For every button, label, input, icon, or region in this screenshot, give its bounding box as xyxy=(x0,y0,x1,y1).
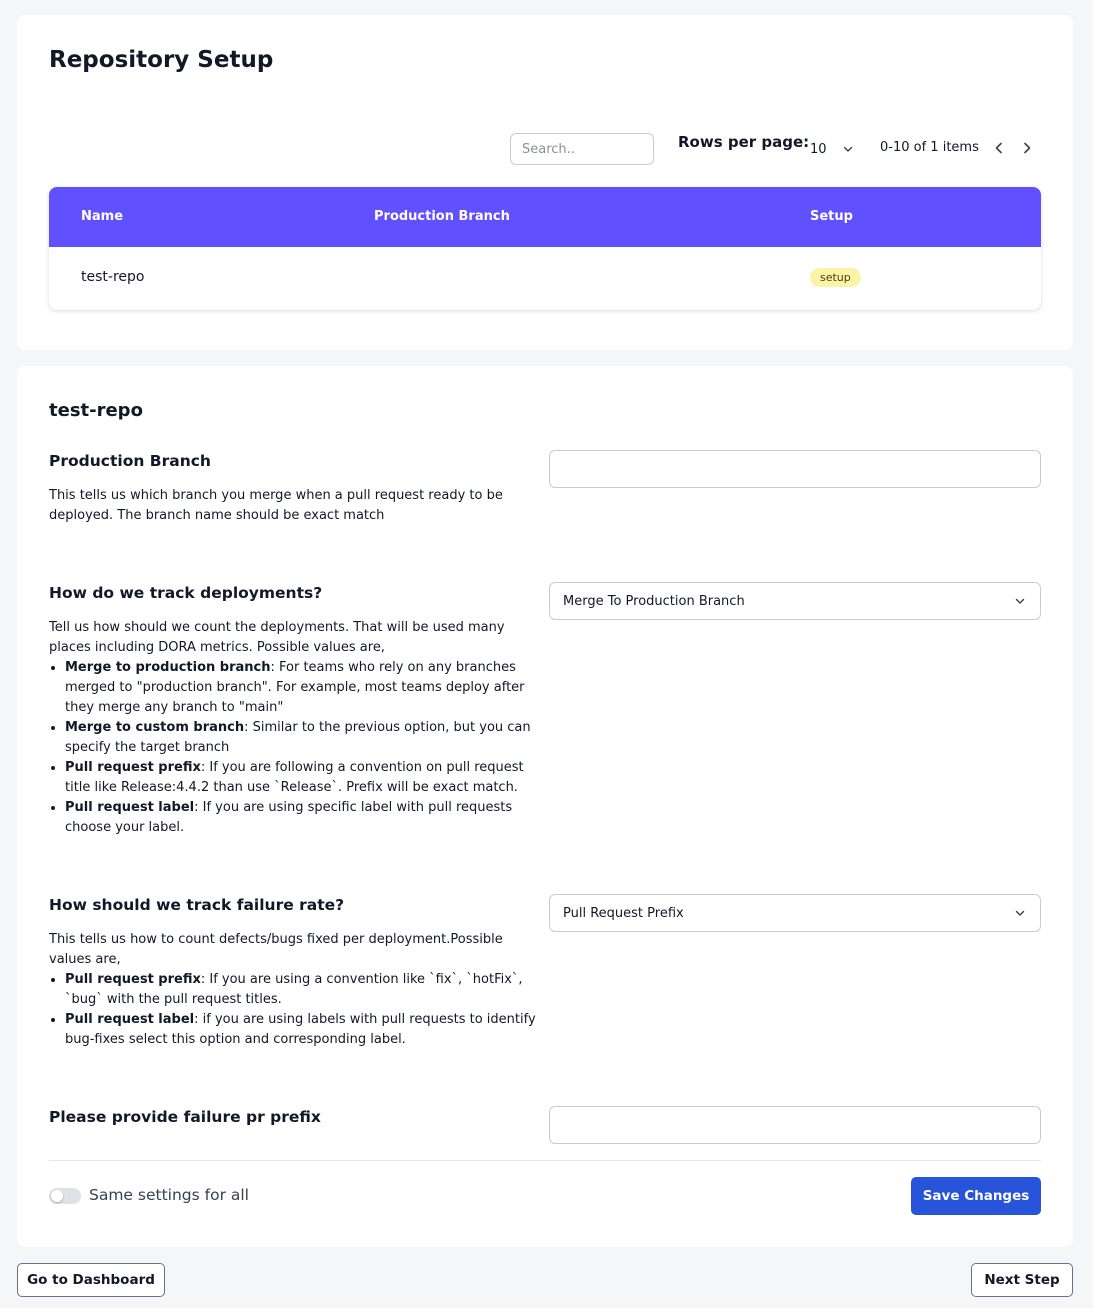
divider xyxy=(49,1160,1041,1161)
list-item xyxy=(65,658,545,718)
rows-per-page-value: 10 xyxy=(810,141,827,157)
previous-page-button[interactable] xyxy=(989,138,1009,158)
failure-rate-heading: How should we track failure rate? xyxy=(49,896,345,914)
page-title: Repository Setup xyxy=(49,47,274,73)
chevron-down-icon xyxy=(842,143,854,155)
option-text: : if you are using labels with pull requests to identify bug-fixes select this option and corresponding label. xyxy=(65,1012,536,1047)
go-to-dashboard-button[interactable]: Go to Dashboard xyxy=(17,1263,165,1297)
failure-rate-options-list xyxy=(49,970,545,1050)
option-term: Pull request label xyxy=(65,800,195,815)
option-text: : If you are following a convention on pull request title like Release:4.4.2 than use `Release`. Prefix will be exact match. xyxy=(65,760,524,795)
deployment-tracking-select[interactable] xyxy=(549,582,1041,620)
option-text: : For teams who rely on any branches merged to "production branch". For example, most teams deploy after they merge any branch to "main" xyxy=(65,660,525,715)
deployments-heading: How do we track deployments? xyxy=(49,584,323,602)
setup-badge[interactable]: setup xyxy=(810,268,861,287)
failure-rate-description xyxy=(49,930,545,1050)
rows-per-page-label: Rows per page: xyxy=(678,133,810,151)
repository-list-card xyxy=(17,15,1073,350)
column-header-setup: Setup xyxy=(810,209,853,224)
repository-settings-card xyxy=(17,366,1073,1247)
save-changes-button[interactable]: Save Changes xyxy=(911,1177,1041,1215)
option-term: Pull request label xyxy=(65,1012,195,1027)
list-item xyxy=(65,798,545,838)
failure-rate-select[interactable] xyxy=(549,894,1041,932)
option-term: Pull request prefix xyxy=(65,760,201,775)
table-header xyxy=(49,187,1041,247)
pagination-range: 0-10 of 1 items xyxy=(880,140,979,155)
repository-table xyxy=(49,187,1041,310)
option-text: : If you are using specific label with pull requests choose your label. xyxy=(65,800,513,835)
option-term: Merge to custom branch xyxy=(65,720,245,735)
chevron-left-icon xyxy=(992,141,1006,155)
list-item xyxy=(65,718,545,758)
list-item xyxy=(65,758,545,798)
table-row[interactable] xyxy=(49,247,1041,310)
deployments-intro: Tell us how should we count the deployments. That will be used many places including DORA metrics. Possible values are, xyxy=(49,620,505,655)
same-settings-toggle[interactable] xyxy=(49,1188,81,1204)
option-text: : Similar to the previous option, but you can specify the target branch xyxy=(65,720,531,755)
deployment-tracking-value: Merge To Production Branch xyxy=(563,593,745,609)
same-settings-label: Same settings for all xyxy=(89,1186,249,1204)
production-branch-heading: Production Branch xyxy=(49,452,211,470)
next-page-button[interactable] xyxy=(1017,138,1037,158)
chevron-down-icon xyxy=(1014,907,1026,919)
next-step-button[interactable]: Next Step xyxy=(971,1263,1073,1297)
toggle-knob xyxy=(51,1190,63,1202)
list-item xyxy=(65,1010,545,1050)
column-header-production-branch: Production Branch xyxy=(374,209,510,224)
rows-per-page-select[interactable] xyxy=(810,139,854,159)
repo-name-cell: test-repo xyxy=(81,269,145,285)
option-text: : If you are using a convention like `fix`, `hotFix`, `bug` with the pull request titles. xyxy=(65,972,523,1007)
production-branch-description: This tells us which branch you merge when a pull request ready to be deployed. The branch name should be exact match xyxy=(49,488,503,523)
failure-rate-intro: This tells us how to count defects/bugs fixed per deployment.Possible values are, xyxy=(49,932,503,967)
failure-rate-value: Pull Request Prefix xyxy=(563,905,684,921)
list-item xyxy=(65,970,545,1010)
repo-title: test-repo xyxy=(49,400,143,421)
production-branch-input[interactable] xyxy=(549,450,1041,488)
option-term: Merge to production branch xyxy=(65,660,271,675)
deployments-options-list xyxy=(49,658,545,838)
failure-prefix-heading: Please provide failure pr prefix xyxy=(49,1108,321,1126)
column-header-name: Name xyxy=(81,209,124,224)
chevron-down-icon xyxy=(1014,595,1026,607)
search-input[interactable] xyxy=(510,133,654,165)
chevron-right-icon xyxy=(1020,141,1034,155)
deployments-description xyxy=(49,618,545,838)
option-term: Pull request prefix xyxy=(65,972,201,987)
failure-prefix-input[interactable] xyxy=(549,1106,1041,1144)
